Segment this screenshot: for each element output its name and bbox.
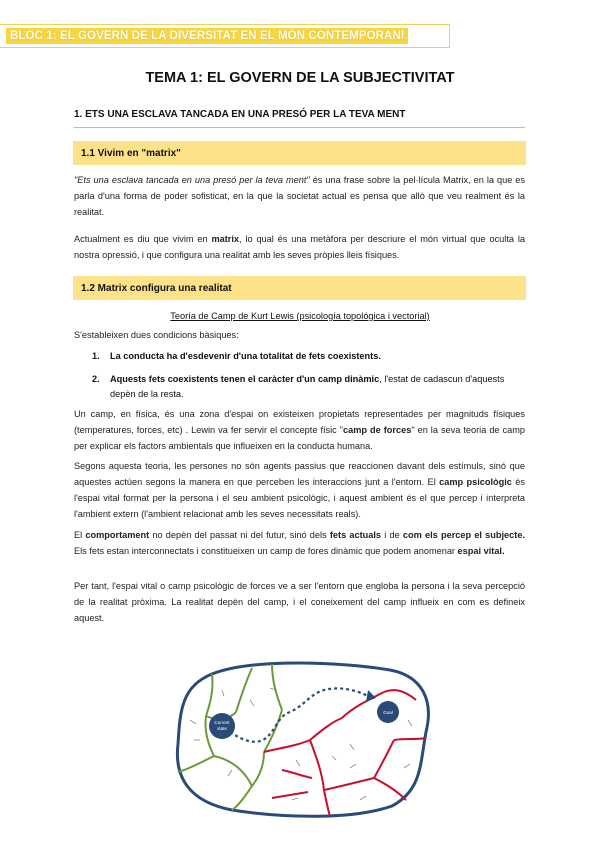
term-camp-de-forces: camp de forces xyxy=(343,425,412,435)
paragraph-text: és una frase sobre la pel·lícula Matrix, en la que es parla d'una forma de poder sofisticat, en la que la societat actual es pensa que allò que veu realment és la realitat. xyxy=(74,175,525,217)
paragraph-text: Un camp, en física, és una zona d'espai on existeixen propietats representades per magnituds físiques (temperatures, forces, etc) . Lewin va fer servir el concepte físic " xyxy=(74,409,525,435)
theory-title: Teoría de Camp de Kurt Lewis (psicología topológica i vectorial) xyxy=(170,311,430,321)
paragraph-matrix-metaphor xyxy=(74,231,525,263)
current-state-label-1: Current xyxy=(214,720,230,725)
term-subjecte: com els percep el subjecte. xyxy=(402,530,526,540)
paragraph-text: Els fets estan interconnectats i constitueixen un camp de fores dinàmic que podem anomenar xyxy=(74,546,458,556)
lewin-field-diagram xyxy=(172,660,432,818)
section-title: 1. ETS UNA ESCLAVA TANCADA EN UNA PRESÓ PER LA TEVA MENT xyxy=(74,109,406,120)
term-comportament: comportament xyxy=(85,530,150,540)
subsection-1-banner xyxy=(73,141,526,165)
paragraph-text: no depèn del passat ni del futur, sinó dels xyxy=(149,530,330,540)
bloc-title: BLOC 1: EL GOVERN DE LA DIVERSITAT EN EL MÓN CONTEMPORANI xyxy=(6,28,408,44)
page-title: TEMA 1: EL GOVERN DE LA SUBJECTIVITAT xyxy=(145,70,455,86)
term-camp-psicologic: camp psicològic xyxy=(439,477,512,487)
term-espai-vital: espai vital. xyxy=(457,546,505,556)
subsection-2-banner xyxy=(73,276,526,300)
paragraph-conclusion: Per tant, l'espai vital o camp psicològic de forces ve a ser l'entorn que engloba la persona i la seva percepció de la realitat pròxima. La realitat depèn del camp, i el coneixement del camp influeix en com es defineix aquest. xyxy=(74,581,525,623)
section-divider xyxy=(74,127,525,128)
paragraph-psychological-field xyxy=(74,458,525,522)
current-state-label-2: state xyxy=(217,726,227,731)
paragraph-text: , lo qual és una metàfora per descriure el món virtual que oculta la nostra opressió, i que configura una realitat amb les seves pròpies lleis físiques. xyxy=(74,234,525,260)
list-text-bold: Aquests fets coexistents tenen el caràcter d'un camp dinàmic xyxy=(110,374,380,384)
paragraph-text: El xyxy=(74,530,86,540)
paragraph-field-physics xyxy=(74,406,525,454)
goal-label: Goal xyxy=(383,710,393,715)
paragraph-matrix-quote xyxy=(74,172,525,220)
list-number: 1. xyxy=(92,351,100,361)
bloc-banner xyxy=(0,24,450,48)
subsection-2-title: 1.2 Matrix configura una realitat xyxy=(81,282,232,294)
list-number: 2. xyxy=(92,374,100,384)
matrix-quote: "Ets una esclava tancada en una presó per la teva ment" xyxy=(74,175,310,185)
paragraph-text: és l'espai vital format per la persona i el seu ambient psicològic, i aquest ambient és el que percep i interpreta l'ambient extern (l'ambient relacionat amb les seves necessitats reals). xyxy=(74,477,525,519)
term-fets-actuals: fets actuals xyxy=(329,530,382,540)
list-text: , l'estat de cadascun d'aquests depèn de la resta. xyxy=(110,374,505,399)
paragraph-text: " en la seva teoria de camp per explicar els factors ambientals que influeixen en la conducta humana. xyxy=(74,425,525,451)
paragraph-text: Actualment es diu que vivim en xyxy=(74,234,212,244)
paragraph-behaviour xyxy=(74,527,525,559)
paragraph-text: i de xyxy=(381,530,403,540)
paragraph-text: Segons aquesta teoria, les persones no són agents passius que reaccionen davant dels estímuls, sinó que aquestes actúen segons la manera en que perceben les interaccions junt a l'entorn. El xyxy=(74,461,525,487)
list-text-bold: La conducta ha d'esdevenir d'una totalitat de fets coexistents. xyxy=(110,351,381,361)
term-matrix: matrix xyxy=(211,234,240,244)
subsection-1-title: 1.1 Vivim en "matrix" xyxy=(81,147,181,159)
conditions-intro: S'estableixen dues condicions bàsiques: xyxy=(74,330,239,340)
